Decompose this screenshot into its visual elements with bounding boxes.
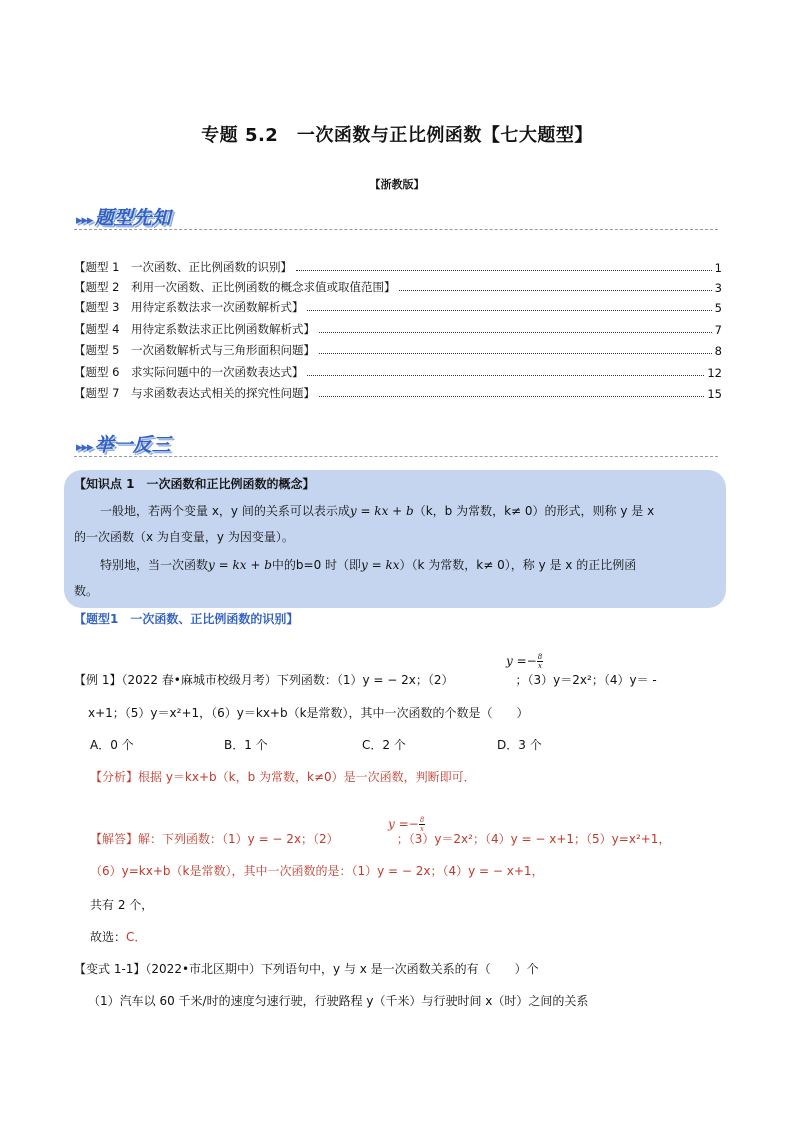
toc-page: 7	[714, 323, 722, 337]
toc-label: 【题型 6 求实际问题中的一次函数表达式】	[74, 365, 304, 379]
formula: y = kx + b	[349, 504, 414, 518]
toc-page: 12	[707, 366, 722, 380]
toc-item-5[interactable]	[74, 341, 722, 358]
toc-page: 15	[707, 387, 722, 401]
answer-fraction: y =− $\frac{8}{x}$	[388, 816, 425, 833]
banner-preview-text: 题型先知	[94, 207, 171, 229]
toc-page: 1	[714, 261, 722, 275]
example-line-1: 【例 1】（2022 春•麻城市校级月考）下列函数：（1）y = − 2x；（2） ；（3）y＝2x²；（4）y＝ -	[74, 673, 657, 687]
variant-line-1: 【变式 1-1】（2022•市北区期中）下列语句中，y 与 x 是一次函数关系的有（ ）个	[74, 962, 539, 976]
answer-line-2: （6）y=kx+b（k是常数），其中一次函数的是：（1）y = − 2x；（4）y = − x+1，	[90, 864, 544, 878]
formula: y = kx + b	[208, 558, 272, 572]
answer-tag: 【解答】	[90, 832, 139, 846]
toc-page: 3	[714, 281, 722, 295]
toc-item-1[interactable]	[74, 258, 722, 275]
option-c: C．2 个	[362, 738, 406, 752]
example-fraction: y =− $\frac{8}{x}$	[506, 653, 543, 670]
toc-page: 8	[714, 344, 722, 358]
toc-item-2[interactable]	[74, 278, 722, 295]
banner-arrows-icon: ▸▸▸	[76, 213, 93, 228]
toc-item-4[interactable]	[74, 320, 722, 337]
toc-item-3[interactable]	[74, 298, 722, 315]
section-heading: 【题型1 一次函数、正比例函数的识别】	[74, 612, 299, 626]
toc-label: 【题型 3 用待定系数法求一次函数解析式】	[74, 300, 304, 314]
option-b: B．1 个	[224, 738, 268, 752]
edition-label: 【浙教版】	[369, 178, 425, 191]
analysis-text: 根据 y＝kx+b（k，b 为常数，k≠0）是一次函数，判断即可．	[138, 770, 476, 784]
divider	[74, 229, 718, 230]
toc-item-7[interactable]	[74, 384, 722, 401]
analysis-tag: 【分析】	[90, 770, 139, 784]
page-title: 专题 5.2 一次函数与正比例函数【七大题型】	[201, 125, 593, 146]
banner-practice-text: 举一反三	[94, 434, 171, 456]
answer-line-3: 共有 2 个，	[90, 898, 154, 912]
answer-line-4: 故选：C．	[90, 930, 147, 944]
option-d: D．3 个	[497, 738, 542, 752]
toc-label: 【题型 2 利用一次函数、正比例函数的概念求值或取值范围】	[74, 280, 396, 294]
toc-page: 5	[714, 301, 722, 315]
banner-practice	[76, 430, 171, 457]
formula: y = kx	[361, 558, 400, 572]
toc-label: 【题型 5 一次函数解析式与三角形面积问题】	[74, 343, 315, 357]
banner-preview	[76, 203, 171, 230]
knowledge-p2-line1: 特别地，当一次函数y = kx + b中的b=0 时（即y = kx）（k 为常数，k≠ 0），称 y 是 x 的正比例函	[100, 558, 637, 572]
analysis	[90, 768, 476, 786]
banner-arrows-icon: ▸▸▸	[76, 440, 93, 455]
example-line-2: x+1；（5）y＝x²+1，（6）y＝kx+b（k是常数），其中一次函数的个数是（ ）	[88, 706, 529, 720]
knowledge-heading: 【知识点 1 一次函数和正比例函数的概念】	[74, 477, 315, 491]
option-a: A．0 个	[90, 738, 134, 752]
toc-label: 【题型 7 与求函数表达式相关的探究性问题】	[74, 386, 315, 400]
variant-line-2: （1）汽车以 60 千米/时的速度匀速行驶，行驶路程 y（千米）与行驶时间 x（时）之间的关系	[88, 994, 589, 1008]
toc-item-6[interactable]	[74, 363, 722, 380]
knowledge-p1-line2: 的一次函数（x 为自变量，y 为因变量）。	[74, 530, 294, 544]
knowledge-p2-line2: 数。	[74, 584, 99, 598]
toc-label: 【题型 1 一次函数、正比例函数的识别】	[74, 260, 292, 274]
divider	[74, 456, 718, 457]
knowledge-p1-line1: 一般地，若两个变量 x，y 间的关系可以表示成y = kx + b（k，b 为常数，k≠ 0）的形式，则称 y 是 x	[100, 504, 655, 518]
toc-label: 【题型 4 用待定系数法求正比例函数解析式】	[74, 322, 315, 336]
answer-line-1: 【解答】解：下列函数：（1）y = − 2x；（2） ；（3）y＝2x²；（4）y = − x+1；（5）y=x²+1，	[90, 832, 671, 846]
